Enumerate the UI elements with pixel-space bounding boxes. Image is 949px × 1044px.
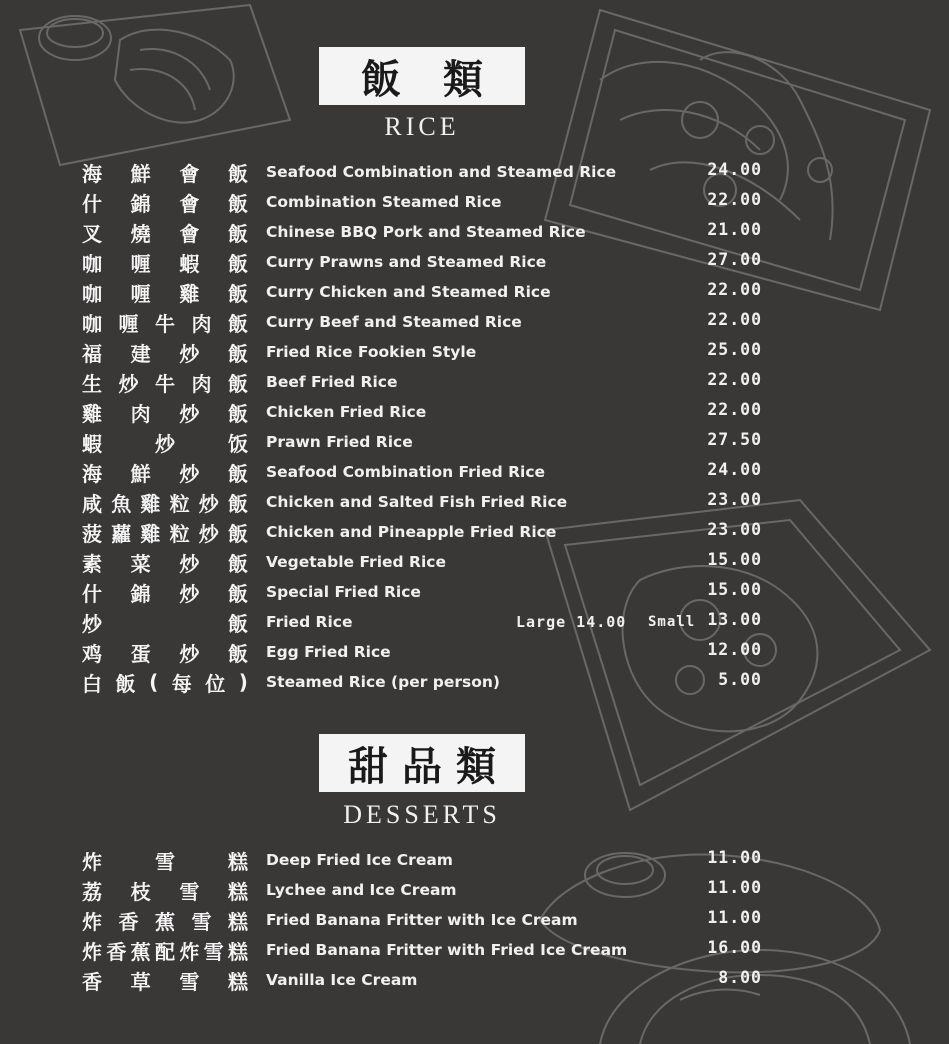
dish-name-zh-char: 魚 (111, 491, 132, 516)
dish-name-zh (82, 247, 248, 277)
rice-menu-item (0, 247, 949, 277)
dish-name-zh (82, 667, 248, 697)
dish-name-zh-char: 炸 (179, 939, 200, 964)
dish-price: 27.00 (707, 250, 762, 269)
dish-name-zh-char: 炸 (82, 849, 102, 874)
dessert-menu-item (0, 935, 949, 965)
dish-name-en: Fried Rice (266, 613, 353, 631)
dish-name-zh-char: 蛋 (130, 641, 151, 666)
dish-price: 11.00 (707, 848, 762, 867)
dish-name-zh-char: 飯 (227, 491, 248, 516)
dessert-menu-item (0, 905, 949, 935)
dish-price: 8.00 (718, 968, 762, 987)
dish-name-zh-char: 什 (82, 191, 102, 216)
desserts-title-zh-box (319, 734, 525, 792)
dish-price: 24.00 (707, 460, 762, 479)
dish-name-en: Steamed Rice (per person) (266, 673, 501, 691)
dish-name-zh-char: 錦 (130, 581, 151, 606)
rice-menu-item (0, 397, 949, 427)
dish-name-en: Chicken and Salted Fish Fried Rice (266, 493, 568, 511)
dish-name-zh-char: 肉 (191, 311, 212, 336)
dish-price: 15.00 (707, 550, 762, 569)
rice-menu-item (0, 187, 949, 217)
dish-name-en: Beef Fried Rice (266, 373, 398, 391)
dish-name-zh-char: 咸 (82, 491, 102, 516)
dish-name-en: Seafood Combination Fried Rice (266, 463, 546, 481)
dish-name-zh-char: 炸 (82, 939, 102, 964)
dish-name-zh-char: 炒 (118, 371, 139, 396)
dish-name-zh-char: 雞 (179, 281, 200, 306)
dish-name-zh-char: 牛 (155, 311, 175, 336)
dish-price: 22.00 (707, 370, 762, 389)
dish-name-zh-char: ( (149, 670, 159, 694)
dish-name-zh-char: 建 (130, 341, 151, 366)
dish-price: 5.00 (718, 670, 762, 689)
dish-name-zh-char: 鮮 (130, 461, 151, 486)
dish-name-en: Special Fried Rice (266, 583, 421, 601)
dish-price: 11.00 (707, 878, 762, 897)
rice-menu-item (0, 157, 949, 187)
dish-name-zh-char: 咖 (82, 281, 102, 306)
dish-name-zh-char: 飯 (227, 581, 248, 606)
dish-name-zh-char: 雪 (155, 849, 175, 874)
dish-name-zh-char: 菜 (130, 551, 151, 576)
dish-name-zh-char: 飯 (227, 161, 248, 186)
dish-name-zh-char: 雞 (140, 491, 161, 516)
dish-name-zh-char: 飯 (227, 281, 248, 306)
dish-name-zh-char: 炒 (155, 431, 175, 456)
dish-name-en: Deep Fried Ice Cream (266, 851, 453, 869)
dish-name-en: Curry Beef and Steamed Rice (266, 313, 522, 331)
dish-name-zh-char: 糕 (227, 969, 248, 994)
dish-price: 12.00 (707, 640, 762, 659)
dish-name-en: Fried Banana Fritter with Ice Cream (266, 911, 578, 929)
dish-name-zh-char: 饭 (228, 431, 248, 456)
dish-price: 11.00 (707, 908, 762, 927)
dish-name-zh-char: ) (238, 670, 248, 694)
dish-name-zh (82, 187, 248, 217)
dish-name-zh-char: 喱 (118, 311, 139, 336)
dish-name-zh-char: 肉 (191, 371, 212, 396)
dish-name-zh-char: 飯 (227, 191, 248, 216)
dish-name-zh-char: 生 (82, 371, 102, 396)
dish-name-en: Fried Banana Fritter with Fried Ice Cream (266, 941, 628, 959)
dish-name-zh-char: 蕉 (130, 939, 151, 964)
dish-price: 25.00 (707, 340, 762, 359)
dish-name-zh-char: 會 (179, 221, 200, 246)
dish-name-zh (82, 905, 248, 935)
rice-menu-item (0, 667, 949, 697)
dish-name-en: Fried Rice Fookien Style (266, 343, 477, 361)
dish-name-zh-char: 枝 (130, 879, 151, 904)
dish-name-zh (82, 935, 248, 965)
dish-name-zh (82, 157, 248, 187)
dish-name-zh-char: 炒 (198, 491, 219, 516)
dish-name-zh-char: 飯 (227, 401, 248, 426)
dish-name-zh-char: 配 (154, 939, 175, 964)
dish-name-zh-char: 粒 (169, 521, 190, 546)
dish-name-en: Chicken Fried Rice (266, 403, 427, 421)
rice-menu-item (0, 427, 949, 457)
dish-name-zh (82, 547, 248, 577)
dish-name-zh-char: 糕 (227, 879, 248, 904)
dish-name-zh-char: 炒 (179, 461, 200, 486)
dish-name-zh-char: 肉 (130, 401, 151, 426)
dish-name-zh-char: 草 (130, 969, 151, 994)
small-label: Small (648, 614, 696, 630)
dish-name-zh-char: 福 (82, 341, 102, 366)
dish-name-zh-char: 燒 (130, 221, 151, 246)
dish-price: 23.00 (707, 520, 762, 539)
dish-name-zh-char: 雪 (203, 939, 224, 964)
dish-name-en: Curry Prawns and Steamed Rice (266, 253, 547, 271)
dish-name-zh-char: 海 (82, 461, 102, 486)
dish-name-zh-char: 炒 (198, 521, 219, 546)
dish-name-zh-char: 牛 (155, 371, 175, 396)
dish-name-zh-char: 炒 (179, 341, 200, 366)
dish-name-zh-char: 飯 (228, 311, 248, 336)
dish-price: 22.00 (707, 400, 762, 419)
dish-name-zh (82, 277, 248, 307)
dish-name-zh (82, 577, 248, 607)
dish-name-zh-char: 咖 (82, 251, 102, 276)
dish-name-zh-char: 飯 (228, 611, 248, 636)
dish-name-zh-char: 蝦 (179, 251, 200, 276)
dish-name-zh (82, 427, 248, 457)
dish-price: 21.00 (707, 220, 762, 239)
dish-name-zh-char: 雪 (179, 969, 200, 994)
dish-name-zh (82, 457, 248, 487)
dish-name-zh-char: 飯 (227, 641, 248, 666)
dish-name-zh-char: 雞 (82, 401, 102, 426)
dish-name-zh-char: 什 (82, 581, 102, 606)
dish-name-zh-char: 菠 (82, 521, 102, 546)
rice-menu-item (0, 637, 949, 667)
rice-menu-item (0, 517, 949, 547)
dish-name-zh-char: 蝦 (82, 431, 102, 456)
dish-name-zh (82, 217, 248, 247)
dish-name-en: Curry Chicken and Steamed Rice (266, 283, 551, 301)
dish-price: 16.00 (707, 938, 762, 957)
dish-name-zh-char: 雪 (191, 909, 212, 934)
dish-name-zh-char: 香 (106, 939, 127, 964)
dish-name-zh-char: 叉 (82, 221, 102, 246)
rice-menu-item (0, 307, 949, 337)
dish-name-zh-char: 炒 (82, 611, 102, 636)
dish-name-zh-char: 炒 (179, 581, 200, 606)
rice-menu-item (0, 337, 949, 367)
dish-name-zh (82, 397, 248, 427)
dish-name-zh-char: 糕 (228, 909, 248, 934)
rice-menu-item (0, 217, 949, 247)
dish-name-zh-char: 炒 (179, 551, 200, 576)
dish-price: 22.00 (707, 310, 762, 329)
dish-name-zh-char: 飯 (227, 341, 248, 366)
dish-name-en: Chicken and Pineapple Fried Rice (266, 523, 557, 541)
dish-name-zh-char: 炒 (179, 641, 200, 666)
desserts-title-en: DESSERTS (343, 800, 501, 829)
dish-name-zh-char: 荔 (82, 879, 102, 904)
large-price: Large 14.00 (516, 613, 627, 631)
dish-name-zh-char: 雪 (179, 879, 200, 904)
dish-price: 15.00 (707, 580, 762, 599)
dish-name-zh (82, 637, 248, 667)
dish-name-zh (82, 517, 248, 547)
rice-menu-item (0, 487, 949, 517)
dish-name-zh (82, 845, 248, 875)
dish-name-zh (82, 607, 248, 637)
dish-name-zh-char: 雞 (140, 521, 161, 546)
dish-name-zh-char: 飯 (227, 521, 248, 546)
dessert-menu-item (0, 875, 949, 905)
rice-title-en: RICE (384, 112, 460, 141)
dessert-menu-item (0, 845, 949, 875)
dish-name-en: Vegetable Fried Rice (266, 553, 446, 571)
dish-name-zh-char: 香 (82, 969, 102, 994)
dish-name-zh-char: 鮮 (130, 161, 151, 186)
rice-menu-item (0, 547, 949, 577)
dish-name-zh-char: 蘿 (111, 521, 132, 546)
dish-name-zh (82, 965, 248, 995)
plate-illustration-top-left (20, 5, 290, 165)
dish-name-zh-char: 喱 (130, 251, 151, 276)
dish-name-zh-char: 素 (82, 551, 102, 576)
dish-name-zh-char: 飯 (228, 371, 248, 396)
dish-price: 24.00 (707, 160, 762, 179)
dish-name-zh-char: 每 (171, 671, 192, 696)
dish-name-zh-char: 咖 (82, 311, 102, 336)
dish-name-en: Egg Fried Rice (266, 643, 391, 661)
dish-name-zh-char: 炸 (82, 909, 102, 934)
dish-price: 23.00 (707, 490, 762, 509)
dish-name-zh (82, 337, 248, 367)
dish-name-zh-char: 白 (82, 671, 102, 696)
dish-price: 22.00 (707, 190, 762, 209)
rice-menu-item (0, 457, 949, 487)
dish-name-zh (82, 367, 248, 397)
dish-name-zh-char: 會 (179, 161, 200, 186)
dish-name-zh-char: 飯 (227, 221, 248, 246)
dish-name-zh-char: 蕉 (155, 909, 175, 934)
rice-title-zh-box (319, 47, 525, 105)
dish-name-zh (82, 875, 248, 905)
dish-name-zh-char: 鸡 (82, 641, 102, 666)
dish-name-zh-char: 飯 (115, 671, 136, 696)
dish-name-zh-char: 炒 (179, 401, 200, 426)
dish-name-en: Combination Steamed Rice (266, 193, 502, 211)
dish-name-zh-char: 錦 (130, 191, 151, 216)
dish-name-zh-char: 糕 (227, 939, 248, 964)
dish-name-zh-char: 飯 (227, 461, 248, 486)
rice-menu-item (0, 277, 949, 307)
desserts-title-zh: 甜品類 (348, 742, 510, 790)
dish-price: 22.00 (707, 280, 762, 299)
dish-name-zh-char: 香 (118, 909, 139, 934)
dish-name-en: Lychee and Ice Cream (266, 881, 457, 899)
dish-name-zh-char: 位 (205, 671, 226, 696)
rice-menu-item (0, 607, 949, 637)
dish-name-zh-char: 喱 (130, 281, 151, 306)
rice-menu-item (0, 367, 949, 397)
rice-menu-item (0, 577, 949, 607)
dish-name-en: Seafood Combination and Steamed Rice (266, 163, 617, 181)
dish-name-zh-char: 糕 (228, 849, 248, 874)
dish-name-zh-char: 會 (179, 191, 200, 216)
dish-name-zh-char: 飯 (227, 251, 248, 276)
dish-name-en: Prawn Fried Rice (266, 433, 413, 451)
dish-price: 27.50 (707, 430, 762, 449)
dish-name-en: Vanilla Ice Cream (266, 971, 418, 989)
dish-name-zh (82, 307, 248, 337)
dish-price: 13.00 (707, 610, 762, 629)
dish-name-zh (82, 487, 248, 517)
dish-name-zh-char: 海 (82, 161, 102, 186)
dish-name-en: Chinese BBQ Pork and Steamed Rice (266, 223, 586, 241)
dessert-menu-item (0, 965, 949, 995)
dish-name-zh-char: 飯 (227, 551, 248, 576)
rice-title-zh: 飯 類 (361, 55, 497, 103)
dish-name-zh-char: 粒 (169, 491, 190, 516)
